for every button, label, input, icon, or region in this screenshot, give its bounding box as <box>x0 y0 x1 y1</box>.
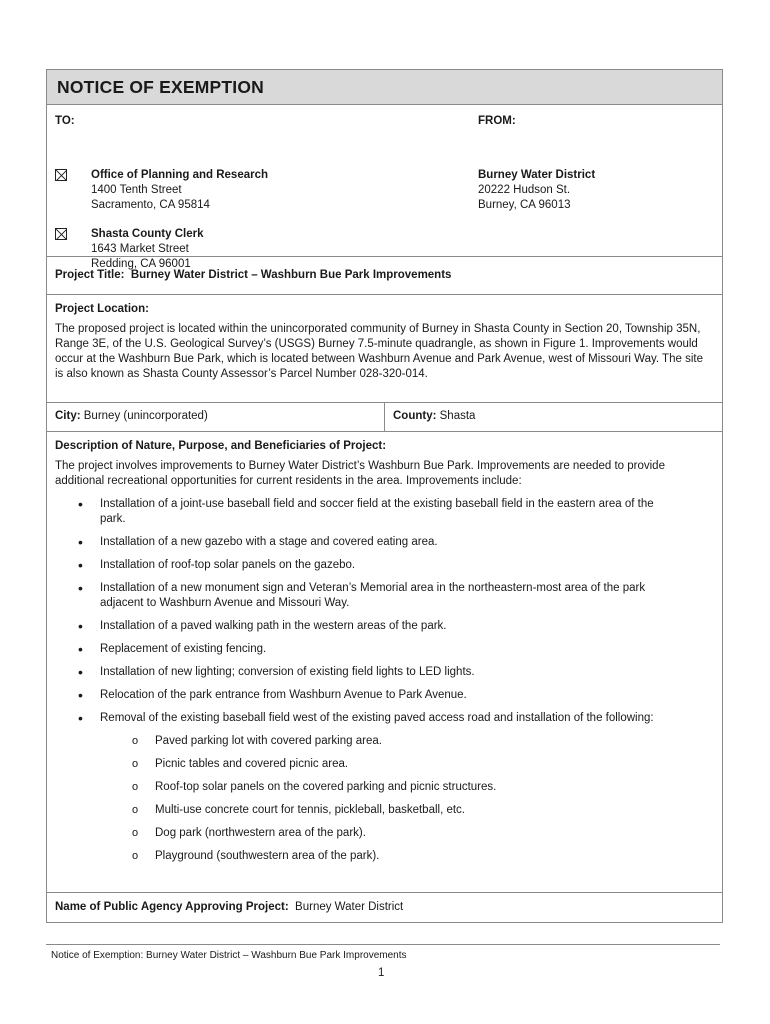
list-item: • Installation of roof-top solar panels on the gazebo. <box>78 557 356 573</box>
list-item: • Installation of a joint-use baseball field and soccer field at the existing baseball field in the eastern area of the park. <box>78 496 654 525</box>
county-label: County: <box>393 410 437 422</box>
list-item: • Relocation of the park entrance from Washburn Avenue to Park Avenue. <box>78 687 467 703</box>
project-title-label: Project Title: <box>55 269 125 281</box>
city-value: Burney (unincorporated) <box>83 410 208 422</box>
recipient-name: Office of Planning and Research <box>91 169 269 181</box>
list-item: • Removal of the existing baseball field west of the existing paved access road and installation of the following: o Paved parking lot with covered parking area. o Picnic tables and covered picnic area. o Roof-top solar panels on the covered parking and picnic structures. o Multi-use concrete court for tennis, pickleball, basketball, etc. o Dog park (northwestern area of the park). o Playground (southwestern area of the park). <box>55 711 714 864</box>
city-cell <box>47 403 385 431</box>
agency-row <box>47 893 722 922</box>
circle-bullet-icon: o <box>132 735 139 747</box>
list-item: • Installation of a new gazebo with a stage and covered eating area. <box>78 534 438 550</box>
recipient-street: 1643 Market Street <box>91 243 189 255</box>
sub-list-item: o Paved parking lot with covered parking area. <box>132 735 382 747</box>
list-item: • Installation of new lighting; conversion of existing field lights to LED lights. <box>78 664 475 680</box>
circle-bullet-icon: o <box>132 781 139 793</box>
bullet-icon: • <box>78 496 83 512</box>
sub-list-item: o Multi-use concrete court for tennis, pickleball, basketball, etc. <box>132 804 466 816</box>
bullet-icon: • <box>78 641 83 657</box>
county-value: Shasta <box>439 410 476 422</box>
bullet-icon: • <box>78 710 83 726</box>
improvements-list <box>55 497 714 864</box>
list-item: • Installation of a new monument sign and Veteran’s Memorial area in the northeastern-most area of the park adjacent to Washburn Avenue and Missouri Way. <box>78 580 646 609</box>
recipient-street: 1400 Tenth Street <box>91 184 182 196</box>
page-title: NOTICE OF EXEMPTION <box>57 77 265 97</box>
sub-improvements-list <box>100 734 674 864</box>
description-intro: The project involves improvements to Burney Water District’s Washburn Bue Park. Improvements are needed to provide additional recreational opportunities for current residents in the area. Improvements include: <box>55 460 665 487</box>
county-cell <box>385 403 483 431</box>
to-label: TO: <box>55 115 75 127</box>
city-label: City: <box>55 410 81 422</box>
recipient-name: Shasta County Clerk <box>91 228 204 240</box>
city-county-row <box>47 403 722 432</box>
agency-value: Burney Water District <box>295 901 404 913</box>
bullet-icon: • <box>78 534 83 550</box>
page-number: 1 <box>378 967 385 979</box>
sub-list-item: o Dog park (northwestern area of the park). <box>132 827 366 839</box>
bullet-icon: • <box>78 664 83 680</box>
sender-street: 20222 Hudson St. <box>478 184 571 196</box>
circle-bullet-icon: o <box>132 758 139 770</box>
circle-bullet-icon: o <box>132 850 139 862</box>
project-title-value: Burney Water District – Washburn Bue Park Improvements <box>130 269 452 281</box>
sub-list-item: o Roof-top solar panels on the covered parking and picnic structures. <box>132 781 497 793</box>
list-item: • Replacement of existing fencing. <box>78 641 267 657</box>
sender-block <box>478 168 718 213</box>
bullet-icon: • <box>78 557 83 573</box>
sub-list-item: o Picnic tables and covered picnic area. <box>132 758 349 770</box>
project-location-row <box>47 295 722 403</box>
from-label: FROM: <box>478 115 516 127</box>
description-label: Description of Nature, Purpose, and Beneficiaries of Project: <box>55 440 387 452</box>
project-location-label: Project Location: <box>55 303 149 315</box>
agency-label: Name of Public Agency Approving Project: <box>55 901 289 913</box>
description-row <box>47 432 722 893</box>
sub-list-item: o Playground (southwestern area of the park). <box>132 850 380 862</box>
footer-text: Notice of Exemption: Burney Water District – Washburn Bue Park Improvements <box>51 950 407 961</box>
sender-name: Burney Water District <box>478 169 596 181</box>
list-item: • Installation of a paved walking path in the western areas of the park. <box>78 618 447 634</box>
address-section <box>47 105 722 270</box>
circle-bullet-icon: o <box>132 804 139 816</box>
footer-divider <box>46 944 720 945</box>
checked-box-icon[interactable] <box>55 228 67 240</box>
bullet-icon: • <box>78 618 83 634</box>
recipient-city: Sacramento, CA 95814 <box>91 199 210 211</box>
checked-box-icon[interactable] <box>55 169 67 181</box>
recipient-city: Redding, CA 96001 <box>91 258 191 270</box>
project-location-text: The proposed project is located within the unincorporated community of Burney in Shasta County in Section 20, Township 35N, Range 3E, of the U.S. Geological Survey’s (USGS) Burney 7.5-minute quadrangle, as shown in Figure 1. Improvements would occur at the Washburn Bue Park, which is located between Washburn Avenue and Park Avenue, west of Missouri Way. The site is also known as Shasta County Assessor’s Parcel Number 028-320-014. <box>55 323 703 380</box>
bullet-icon: • <box>78 687 83 703</box>
notice-form <box>46 69 723 923</box>
title-bar <box>47 70 722 105</box>
circle-bullet-icon: o <box>132 827 139 839</box>
bullet-icon: • <box>78 580 83 596</box>
sender-city: Burney, CA 96013 <box>478 199 571 211</box>
